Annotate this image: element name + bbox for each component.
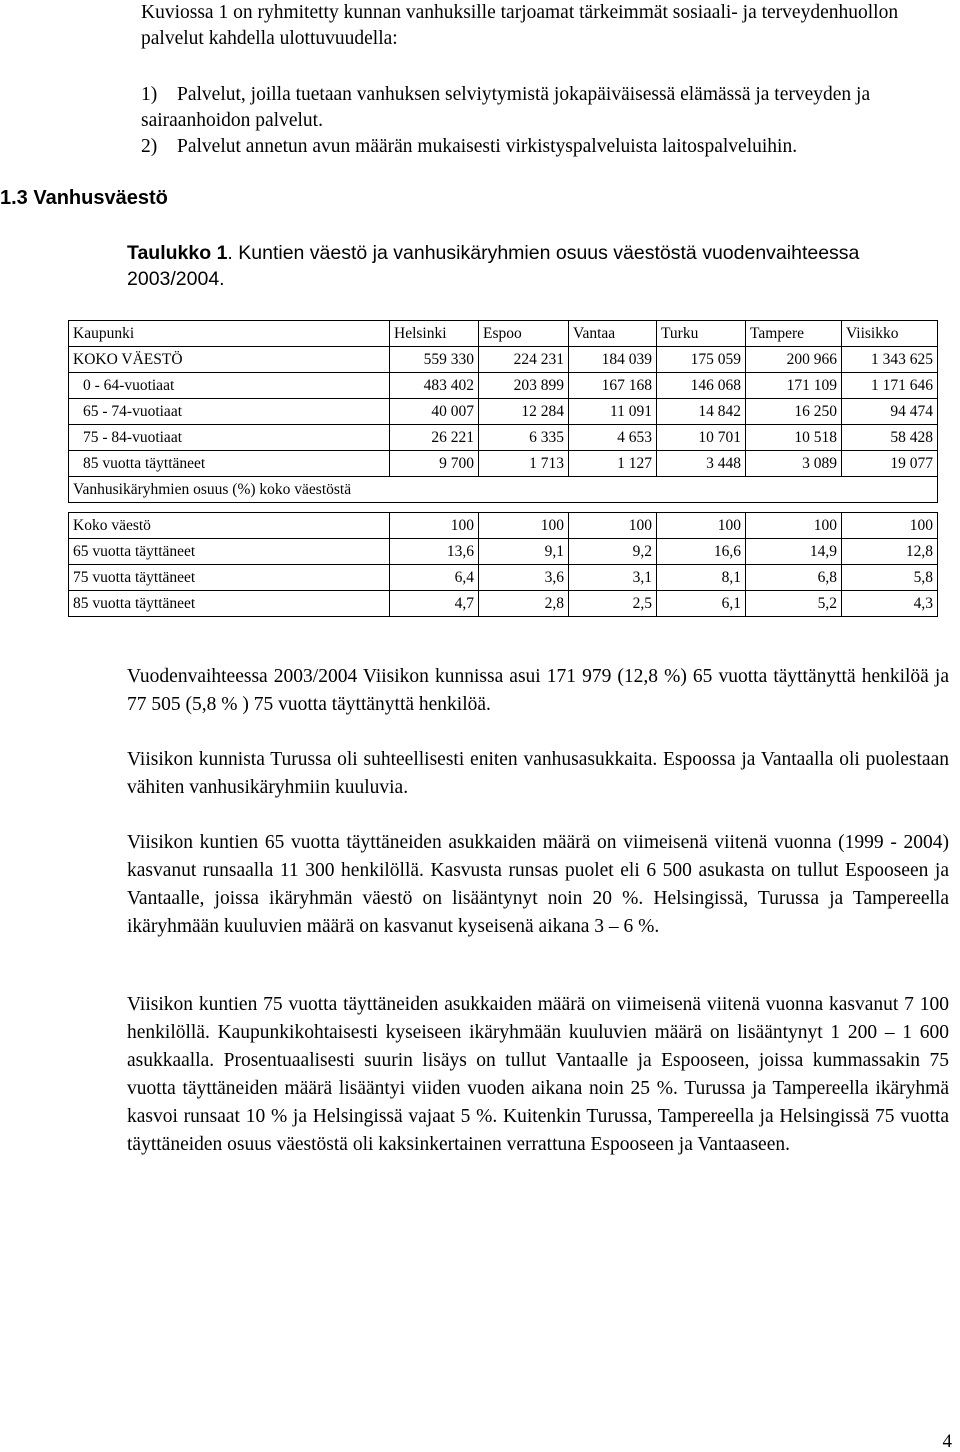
table-row [69,591,938,617]
header-cell: Turku [657,321,746,347]
table-cell: 6,8 [746,565,842,591]
table-cell: 8,1 [657,565,746,591]
list-item-text: Palvelut, joilla tuetaan vanhuksen selviytymistä jokapäiväisessä elämässä ja terveyden ja sairaanhoidon palvelut. [141,84,871,131]
table-row [69,425,938,451]
row-label: 65 vuotta täyttäneet [69,539,390,565]
table-cell: 6,4 [390,565,479,591]
table-row [69,373,938,399]
table-cell: 3 089 [746,451,842,477]
table-cell: 40 007 [390,399,479,425]
table-cell: 4,7 [390,591,479,617]
table-cell: 200 966 [746,347,842,373]
table-row [69,539,938,565]
row-label: 75 - 84-vuotiaat [69,425,390,451]
table-cell: 3,6 [479,565,569,591]
row-label: 85 vuotta täyttäneet [69,591,390,617]
table-row [69,565,938,591]
table-cell: 16,6 [657,539,746,565]
table-row [69,477,938,503]
table-cell: 9,1 [479,539,569,565]
section-heading: 1.3 Vanhusväestö [0,187,168,209]
table-row [69,347,938,373]
table-cell: 100 [657,513,746,539]
table-cell: 16 250 [746,399,842,425]
table-cell: 224 231 [479,347,569,373]
table-cell: 58 428 [842,425,938,451]
table-cell: 483 402 [390,373,479,399]
body-paragraph: Vuodenvaihteessa 2003/2004 Viisikon kunnissa asui 171 979 (12,8 %) 65 vuotta täyttänyttä henkilöä ja 77 505 (5,8 % ) 75 vuotta täyttänyttä henkilöä. [127,666,949,715]
table-cell: 559 330 [390,347,479,373]
intro-paragraph: Kuviossa 1 on ryhmitetty kunnan vanhuksille tarjoamat tärkeimmät sosiaali- ja terveydenhuollon palvelut kahdella ulottuvuudella: [141,2,899,49]
table-cell: 100 [390,513,479,539]
table-row [69,451,938,477]
table-cell: 9,2 [569,539,657,565]
share-table [68,512,938,617]
table-cell: 100 [746,513,842,539]
table-cell: 203 899 [479,373,569,399]
list-item-text: Palvelut annetun avun määrän mukaisesti virkistyspalveluista laitospalveluihin. [177,136,798,157]
table-row [69,513,938,539]
table-cell: 26 221 [390,425,479,451]
header-cell: Viisikko [842,321,938,347]
table-cell: 100 [569,513,657,539]
table-caption-text: . Kuntien väestö ja vanhusikäryhmien osuus väestöstä vuodenvaihteessa 2003/2004. [127,242,860,290]
table-cell: 14 842 [657,399,746,425]
table-header-row [69,321,938,347]
table-cell: 10 518 [746,425,842,451]
body-paragraph: Viisikon kunnista Turussa oli suhteellisesti eniten vanhusasukkaita. Espoossa ja Vantaalla oli puolestaan vähiten vanhusikäryhmiin kuuluvia. [127,749,949,798]
table-cell: 6,1 [657,591,746,617]
table-caption-label: Taulukko 1 [127,242,228,264]
share-heading: Vanhusikäryhmien osuus (%) koko väestöstä [69,477,938,503]
list-item [141,134,946,160]
table-cell: 12,8 [842,539,938,565]
header-cell: Helsinki [390,321,479,347]
table-cell: 19 077 [842,451,938,477]
table-cell: 1 713 [479,451,569,477]
table-cell: 13,6 [390,539,479,565]
table-row [69,399,938,425]
page-number: 4 [942,1431,952,1452]
table-cell: 100 [479,513,569,539]
table-cell: 4,3 [842,591,938,617]
table-cell: 5,8 [842,565,938,591]
header-cell: Vantaa [569,321,657,347]
row-label: 65 - 74-vuotiaat [69,399,390,425]
table-cell: 1 127 [569,451,657,477]
table-cell: 4 653 [569,425,657,451]
header-cell: Kaupunki [69,321,390,347]
row-label: 0 - 64-vuotiaat [69,373,390,399]
table-cell: 2,8 [479,591,569,617]
list-item [141,82,946,134]
table-cell: 100 [842,513,938,539]
list-item-number: 1) [141,84,158,105]
table-cell: 10 701 [657,425,746,451]
row-label: 85 vuotta täyttäneet [69,451,390,477]
table-cell: 9 700 [390,451,479,477]
table-cell: 146 068 [657,373,746,399]
table-cell: 3 448 [657,451,746,477]
table-cell: 175 059 [657,347,746,373]
table-cell: 3,1 [569,565,657,591]
table-cell: 12 284 [479,399,569,425]
table-cell: 5,2 [746,591,842,617]
table-caption [127,240,947,292]
header-cell: Tampere [746,321,842,347]
table-cell: 1 343 625 [842,347,938,373]
table-cell: 14,9 [746,539,842,565]
table-cell: 94 474 [842,399,938,425]
table-cell: 2,5 [569,591,657,617]
table-cell: 171 109 [746,373,842,399]
body-paragraph: Viisikon kuntien 65 vuotta täyttäneiden asukkaiden määrä on viimeisenä viitenä vuonna (1999 - 2004) kasvanut runsaalla 11 300 henkilöllä. Kasvusta runsas puolet eli 6 500 asukasta on tullut Espooseen ja Vantaalle, joissa ikäryhmän väestö on lisääntynyt noin 20 %. Helsingissä, Turussa ja Tampereella ikäryhmään kuuluvien määrä on kasvanut kyseisenä aikana 3 – 6 %. [127,832,949,937]
row-label: KOKO VÄESTÖ [69,347,390,373]
table-cell: 184 039 [569,347,657,373]
header-cell: Espoo [479,321,569,347]
row-label: Koko väestö [69,513,390,539]
table-cell: 167 168 [569,373,657,399]
population-table [68,320,938,503]
list-item-number: 2) [141,136,158,157]
row-label: 75 vuotta täyttäneet [69,565,390,591]
body-paragraph: Viisikon kuntien 75 vuotta täyttäneiden asukkaiden määrä on viimeisenä viitenä vuonna kasvanut 7 100 henkilöllä. Kaupunkikohtaisesti kyseiseen ikäryhmään kuuluvien määrä on lisääntynyt 1 200 – 1 600 asukkaalla. Prosentuaalisesti suurin lisäys on tullut Vantaalle ja Espooseen, joissa kummassakin 75 vuotta täyttäneiden määrä lisääntyi viiden vuoden aikana noin 25 %. Turussa ja Tampereella ikäryhmä kasvoi runsaat 10 % ja Helsingissä vajaat 5 %. Kuitenkin Turussa, Tampereella ja Helsingissä 75 vuotta täyttäneiden osuus väestöstä oli kaksinkertainen verrattuna Espooseen ja Vantaaseen. [127,994,949,1155]
table-cell: 11 091 [569,399,657,425]
table-cell: 6 335 [479,425,569,451]
table-cell: 1 171 646 [842,373,938,399]
